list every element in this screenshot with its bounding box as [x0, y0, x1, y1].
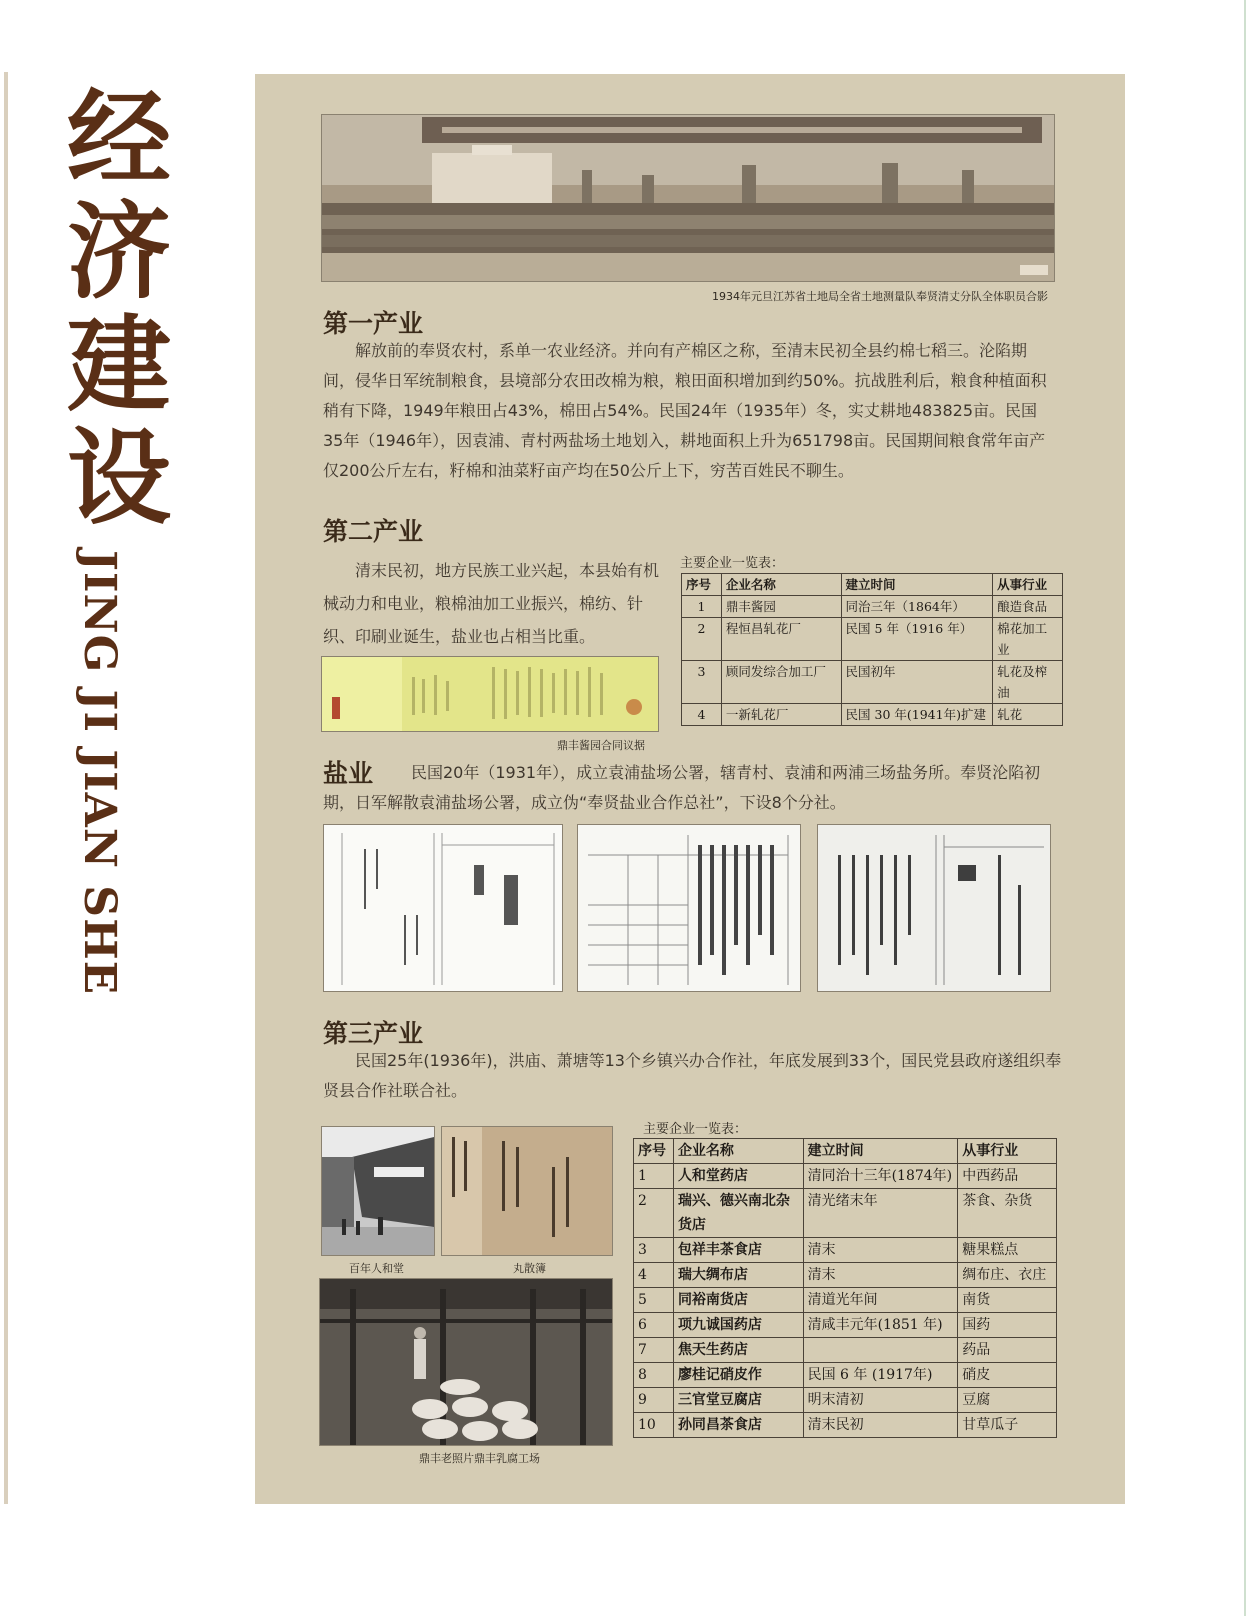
cell-industry: 糖果糕点 [958, 1238, 1057, 1263]
cell-industry: 茶食、杂货 [958, 1189, 1057, 1238]
col-header-industry: 从事行业 [993, 574, 1063, 596]
cell-founded: 清光绪末年 [803, 1189, 958, 1238]
cell-name: 人和堂药店 [673, 1164, 803, 1189]
cell-name: 程恒昌轧花厂 [721, 618, 841, 661]
cell-founded: 清末民初 [803, 1413, 958, 1438]
table2-caption: 主要企业一览表： [643, 1122, 748, 1137]
table-row [682, 661, 1063, 704]
cell-founded: 清末 [803, 1238, 958, 1263]
cell-name: 顾同发综合加工厂 [721, 661, 841, 704]
salt-document-photo-3 [817, 824, 1051, 992]
col-header-name: 企业名称 [673, 1139, 803, 1164]
table-row [682, 596, 1063, 618]
cell-index: 10 [634, 1413, 674, 1438]
wansanbu-ledger-photo [441, 1126, 613, 1256]
secondary-industry-text: 清末民初，地方民族工业兴起，本县始有机械动力和电业，粮棉油加工业振兴，棉纺、针织、印刷业诞生，盐业也占相当比重。 [323, 561, 660, 646]
cell-industry: 南货 [958, 1288, 1057, 1313]
section-title-chinese [64, 77, 174, 539]
renhetang-street-photo [321, 1126, 435, 1256]
cell-industry: 硝皮 [958, 1363, 1057, 1388]
factory-photo-caption: 鼎丰老照片鼎丰乳腐工场 [419, 1452, 540, 1465]
primary-industry-text: 解放前的奉贤农村，系单一农业经济。并向有产棉区之称，至清末民初全县约棉七稻三。沦陷期间，侵华日军统制粮食，县境部分农田改棉为粮，粮田面积增加到约50%。抗战胜利后，粮食种植面积稍有下降，1949年粮田占43%，棉田占54%。民国24年（1935年）冬，实丈耕地483825亩。民国35年（1946年），因袁浦、青村两盐场土地划入，耕地面积上升为651798亩。民国期间粮食常年亩产仅200公斤左右，籽棉和油菜籽亩产均在50公斤上下，穷苦百姓民不聊生。 [323, 341, 1047, 480]
title-char-1: 经 [66, 77, 171, 200]
group-photo [321, 114, 1055, 282]
col-header-name: 企业名称 [721, 574, 841, 596]
salt-industry-text: 民国20年（1931年），成立袁浦盐场公署，辖青村、袁浦和两浦三场盐务所。奉贤沦陷初期，日军解散袁浦盐场公署，成立伪“奉贤盐业合作总社”，下设8个分社。 [323, 763, 1041, 812]
cell-name: 项九诚国药店 [673, 1313, 803, 1338]
cell-index: 1 [634, 1164, 674, 1189]
cell-index: 7 [634, 1338, 674, 1363]
cell-industry: 甘草瓜子 [958, 1413, 1057, 1438]
table-row [634, 1238, 1057, 1263]
table-row [634, 1288, 1057, 1313]
cell-industry: 棉花加工业 [993, 618, 1063, 661]
table-row [634, 1164, 1057, 1189]
group-photo-caption: 1934年元旦江苏省土地局全省土地测量队奉贤清丈分队全体职员合影 [712, 290, 1048, 303]
title-char-4: 设 [66, 416, 171, 539]
col-header-index: 序号 [682, 574, 722, 596]
cell-index: 3 [682, 661, 722, 704]
table-row [682, 618, 1063, 661]
table-row [634, 1413, 1057, 1438]
cell-industry: 豆腐 [958, 1388, 1057, 1413]
cell-founded [803, 1338, 958, 1363]
cell-index: 6 [634, 1313, 674, 1338]
cell-founded: 民国 30 年(1941年)扩建 [841, 704, 993, 726]
wansanbu-caption: 丸散簿 [513, 1262, 546, 1275]
cell-index: 9 [634, 1388, 674, 1413]
cell-name: 瑞兴、德兴南北杂货店 [673, 1189, 803, 1238]
col-header-index: 序号 [634, 1139, 674, 1164]
cell-index: 1 [682, 596, 722, 618]
cell-name: 孙同昌茶食店 [673, 1413, 803, 1438]
cell-founded: 民国 6 年 (1917年) [803, 1363, 958, 1388]
dingfeng-factory-photo [319, 1278, 613, 1446]
cell-index: 3 [634, 1238, 674, 1263]
table1-caption: 主要企业一览表： [680, 556, 785, 571]
table-row [634, 1313, 1057, 1338]
cell-index: 8 [634, 1363, 674, 1388]
table-row [634, 1263, 1057, 1288]
cell-name: 廖桂记硝皮作 [673, 1363, 803, 1388]
heading-salt-industry: 盐业 [323, 759, 374, 788]
left-edge-rule [4, 72, 8, 1504]
col-header-industry: 从事行业 [958, 1139, 1057, 1164]
cell-name: 鼎丰酱园 [721, 596, 841, 618]
cell-industry: 轧花 [993, 704, 1063, 726]
cell-index: 4 [634, 1263, 674, 1288]
cell-industry: 国药 [958, 1313, 1057, 1338]
cell-founded: 同治三年（1864年） [841, 596, 993, 618]
section-title-pinyin: JING JI JIAN SHE [74, 550, 125, 996]
cell-industry: 轧花及榨油 [993, 661, 1063, 704]
contract-photo-caption: 鼎丰酱园合同议据 [557, 739, 645, 752]
table-row [634, 1363, 1057, 1388]
cell-founded: 清末 [803, 1263, 958, 1288]
title-char-2: 济 [66, 190, 171, 313]
heading-secondary-industry: 第二产业 [323, 517, 424, 546]
cell-founded: 民国初年 [841, 661, 993, 704]
cell-name: 同裕南货店 [673, 1288, 803, 1313]
cell-industry: 绸布庄、衣庄 [958, 1263, 1057, 1288]
table-row [634, 1388, 1057, 1413]
renhetang-caption: 百年人和堂 [349, 1262, 404, 1275]
cell-index: 2 [682, 618, 722, 661]
content-panel [255, 74, 1125, 1504]
cell-founded: 明末清初 [803, 1388, 958, 1413]
table-header-row [682, 574, 1063, 596]
cell-index: 2 [634, 1189, 674, 1238]
right-edge-rule [1244, 0, 1246, 1616]
cell-index: 4 [682, 704, 722, 726]
contract-document-photo [321, 656, 659, 732]
secondary-industry-table [681, 573, 1063, 726]
col-header-founded: 建立时间 [803, 1139, 958, 1164]
table-header-row [634, 1139, 1057, 1164]
cell-name: 焦天生药店 [673, 1338, 803, 1363]
heading-primary-industry: 第一产业 [323, 309, 424, 338]
tertiary-industry-table [633, 1138, 1057, 1438]
cell-founded: 民国 5 年（1916 年） [841, 618, 993, 661]
cell-name: 瑞大绸布店 [673, 1263, 803, 1288]
cell-name: 一新轧花厂 [721, 704, 841, 726]
title-char-3: 建 [66, 303, 171, 426]
cell-industry: 酿造食品 [993, 596, 1063, 618]
table-row [682, 704, 1063, 726]
salt-document-photo-1 [323, 824, 563, 992]
cell-founded: 清道光年间 [803, 1288, 958, 1313]
cell-industry: 药品 [958, 1338, 1057, 1363]
salt-document-photo-2 [577, 824, 801, 992]
tertiary-industry-text: 民国25年(1936年)，洪庙、萧塘等13个乡镇兴办合作社，年底发展到33个，国民党县政府遂组织奉贤县合作社联合社。 [323, 1051, 1062, 1100]
cell-industry: 中西药品 [958, 1164, 1057, 1189]
cell-name: 包祥丰茶食店 [673, 1238, 803, 1263]
cell-founded: 清咸丰元年(1851 年) [803, 1313, 958, 1338]
cell-index: 5 [634, 1288, 674, 1313]
table-row [634, 1189, 1057, 1238]
col-header-founded: 建立时间 [841, 574, 993, 596]
cell-name: 三官堂豆腐店 [673, 1388, 803, 1413]
cell-founded: 清同治十三年(1874年) [803, 1164, 958, 1189]
heading-tertiary-industry: 第三产业 [323, 1019, 424, 1048]
table-row [634, 1338, 1057, 1363]
